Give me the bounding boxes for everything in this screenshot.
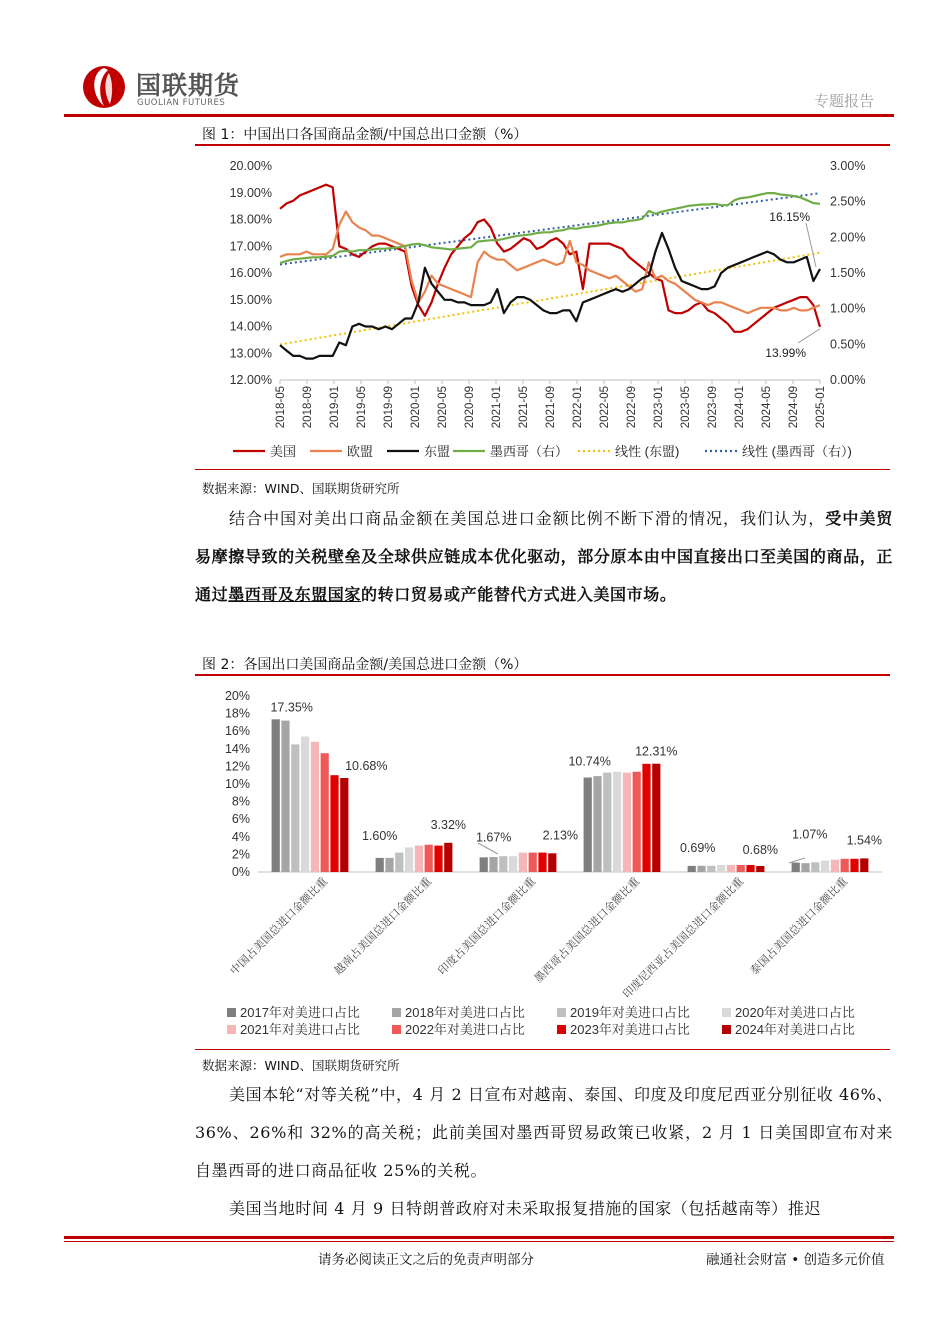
right-axis-tick-label: 2.00% <box>830 230 866 245</box>
annotation-leader-usa <box>798 329 820 343</box>
x-axis-tick-label: 2024-01 <box>734 386 746 429</box>
x-axis-tick-label: 2023-05 <box>680 386 692 429</box>
y-axis-tick-label: 20% <box>224 689 250 703</box>
left-axis-tick-label: 18.00% <box>229 212 272 227</box>
figure1-bottom-rule <box>195 469 890 470</box>
figure2-chart <box>195 678 890 1048</box>
bar-data-label: 0.68% <box>742 843 779 858</box>
x-axis-tick-label: 2021-05 <box>518 386 530 429</box>
report-type-label: 专题报告 <box>814 92 875 110</box>
bar <box>538 853 546 872</box>
bar <box>272 719 280 872</box>
legend-label: 线性 (墨西哥（右）) <box>742 444 852 459</box>
bar-data-label: 12.31% <box>635 744 678 759</box>
figure1-source: 数据来源：WIND、国联期货研究所 <box>202 481 400 496</box>
bar-data-label: 2.13% <box>542 828 579 843</box>
x-axis-tick-label: 2019-09 <box>383 386 395 429</box>
annotation-label-usa: 13.99% <box>765 346 806 360</box>
figure1-chart <box>195 148 890 468</box>
header-rule <box>64 114 894 117</box>
right-axis-tick-label: 1.50% <box>830 266 866 280</box>
annotation-label-asean: 16.15% <box>769 210 810 224</box>
bar <box>707 866 715 872</box>
footer-rule-thick <box>64 1236 894 1239</box>
x-axis-tick-label: 2019-05 <box>356 386 368 429</box>
x-axis-tick-label: 2020-09 <box>464 386 476 429</box>
right-axis-tick-label: 2.50% <box>830 194 866 209</box>
legend-swatch <box>392 1008 401 1017</box>
bar <box>385 858 393 872</box>
bar <box>642 764 650 872</box>
x-axis-tick-label: 2020-05 <box>437 386 449 429</box>
y-axis-tick-label: 4% <box>231 829 250 844</box>
paragraph1-bold-underline: 墨西哥及东盟国家 <box>228 585 362 604</box>
brand-name-en: GUOLIAN FUTURES <box>137 98 226 108</box>
legend-label: 2023年对美进口占比 <box>570 1022 690 1037</box>
category-label: 印度尼西亚占美国总进口金额比重 <box>620 875 747 1001</box>
figure2-bottom-rule <box>195 1049 890 1050</box>
bar <box>860 858 868 872</box>
bar <box>801 863 809 872</box>
category-label: 印度占美国总进口金额比重 <box>436 875 539 978</box>
left-axis-tick-label: 16.00% <box>229 266 272 280</box>
bar <box>821 861 829 872</box>
y-axis-tick-label: 10% <box>224 777 250 791</box>
logo-emblem-icon <box>82 64 127 110</box>
page-header <box>0 0 950 120</box>
bar <box>444 843 452 872</box>
figure2-source: 数据来源：WIND、国联期货研究所 <box>202 1058 400 1073</box>
y-axis-tick-label: 6% <box>231 812 250 827</box>
legend-label: 2018年对美进口占比 <box>405 1005 525 1020</box>
bar <box>756 866 764 872</box>
bar-data-label: 10.74% <box>568 754 611 769</box>
bar <box>548 853 556 872</box>
legend-label: 2017年对美进口占比 <box>240 1005 360 1020</box>
left-axis-tick-label: 14.00% <box>229 319 272 334</box>
footer-rule-thin <box>64 1241 894 1242</box>
bar <box>301 737 309 873</box>
x-axis-tick-label: 2023-09 <box>707 386 719 429</box>
x-axis-tick-label: 2024-09 <box>788 386 800 429</box>
bar <box>727 865 735 872</box>
bar-data-label: 10.68% <box>345 759 388 774</box>
bar-data-label: 3.32% <box>430 817 467 832</box>
bar <box>509 856 517 872</box>
x-axis-tick-label: 2022-05 <box>599 386 611 429</box>
figure2-svg <box>195 678 890 1048</box>
legend-swatch <box>722 1025 731 1034</box>
y-axis-tick-label: 12% <box>224 759 250 774</box>
bar <box>499 856 507 872</box>
left-axis-tick-label: 15.00% <box>229 292 272 307</box>
x-axis-tick-label: 2018-05 <box>275 386 287 429</box>
paragraph1-bold-b: 的转口贸易或产能替代方式进入美国市场。 <box>361 585 677 604</box>
label-leader <box>789 858 805 863</box>
legend-swatch <box>557 1008 566 1017</box>
category-label: 越南占美国总进口金额比重 <box>332 875 435 978</box>
y-axis-tick-label: 14% <box>224 741 250 756</box>
bar-data-label: 1.07% <box>791 827 828 842</box>
y-axis-tick-label: 2% <box>231 847 250 862</box>
right-axis-tick-label: 1.00% <box>830 301 866 316</box>
x-axis-tick-label: 2021-09 <box>545 386 557 429</box>
bar <box>831 860 839 872</box>
y-axis-tick-label: 18% <box>224 706 250 721</box>
category-label: 中国占美国总进口金额比重 <box>228 875 331 978</box>
bar <box>697 866 705 872</box>
x-axis-tick-label: 2018-09 <box>302 386 314 429</box>
bar <box>593 776 601 872</box>
category-label: 墨西哥占美国总进口金额比重 <box>532 875 643 986</box>
legend-swatch <box>227 1008 236 1017</box>
x-axis-tick-label: 2025-01 <box>815 386 827 429</box>
figure2-title: 图 2：各国出口美国商品金额/美国总进口金额（%） <box>202 657 528 673</box>
legend-label: 2020年对美进口占比 <box>735 1005 855 1020</box>
bar <box>792 863 800 872</box>
bar-data-label: 1.67% <box>475 830 512 845</box>
legend-label: 2019年对美进口占比 <box>570 1005 690 1020</box>
bar-data-label: 0.69% <box>679 840 716 855</box>
left-axis-tick-label: 12.00% <box>229 373 272 387</box>
brand-name-cn: 国联期货 <box>136 71 241 100</box>
bar <box>395 853 403 872</box>
legend-label: 东盟 <box>424 444 451 459</box>
left-axis-tick-label: 13.00% <box>229 346 272 361</box>
footer-slogan: 融通社会财富 • 创造多元价值 <box>706 1252 885 1268</box>
footer-disclaimer: 请务必阅读正文之后的免责声明部分 <box>318 1252 534 1268</box>
x-axis-tick-label: 2020-01 <box>410 386 422 429</box>
legend-label: 美国 <box>270 444 297 459</box>
legend-swatch <box>392 1025 401 1034</box>
bar <box>652 764 660 872</box>
company-logo <box>82 64 127 110</box>
figure1-title: 图 1：中国出口各国商品金额/中国总出口金额（%） <box>202 127 528 143</box>
bar <box>688 866 696 872</box>
figure2-title-rule <box>195 674 890 676</box>
bar-data-label: 1.60% <box>361 828 398 843</box>
bar <box>623 773 631 872</box>
x-axis-tick-label: 2019-01 <box>329 386 341 429</box>
legend-label: 2022年对美进口占比 <box>405 1022 525 1037</box>
bar <box>405 847 413 872</box>
bar <box>841 859 849 872</box>
right-axis-tick-label: 0.50% <box>830 337 866 352</box>
legend-label: 欧盟 <box>347 444 374 459</box>
bar <box>489 857 497 872</box>
bar <box>746 865 754 872</box>
legend-swatch <box>227 1025 236 1034</box>
label-leader <box>478 843 498 854</box>
bar <box>415 846 423 872</box>
bar <box>340 778 348 872</box>
legend-swatch <box>722 1008 731 1017</box>
body-paragraph-2: 美国本轮“对等关税”中，4 月 2 日宣布对越南、泰国、印度及印度尼西亚分别征收 46%、36%、26%和 32%的高关税；此前美国对墨西哥贸易政策已收紧，2 月 1 日美国即宣布对来自墨西哥的进口商品征收 25%的关税。 <box>195 1085 893 1180</box>
series-line-asean <box>280 233 820 359</box>
bar <box>717 865 725 872</box>
paragraph1-bold-a: 受中美贸易摩擦导致的关税壁垒及全球供应链成本优化驱动，部分原本由中国直接出口至美国的商品，正通过 <box>195 509 893 604</box>
bar <box>613 772 621 872</box>
x-axis-tick-label: 2024-05 <box>761 386 773 429</box>
bar <box>281 721 289 872</box>
y-axis-tick-label: 8% <box>231 794 250 809</box>
bar-data-label: 1.54% <box>846 833 883 848</box>
x-axis-tick-label: 2023-01 <box>653 386 665 429</box>
category-label: 泰国占美国总进口金额比重 <box>748 875 851 978</box>
bar <box>321 753 329 872</box>
bar <box>311 742 319 872</box>
bar <box>737 865 745 872</box>
x-axis-tick-label: 2021-01 <box>491 386 503 429</box>
figure1-title-rule <box>195 144 890 146</box>
y-axis-tick-label: 16% <box>224 724 250 739</box>
legend-swatch <box>557 1025 566 1034</box>
y-axis-tick-label: 0% <box>231 865 250 879</box>
bar <box>330 775 338 872</box>
bar <box>376 858 384 872</box>
x-axis-tick-label: 2022-01 <box>572 386 584 429</box>
bar <box>425 845 433 872</box>
bar <box>529 853 537 872</box>
paragraph1-text-a: 结合中国对美出口商品金额在美国总进口金额比例不断下滑的情况，我们认为， <box>229 509 826 528</box>
figure1-svg <box>195 148 890 468</box>
legend-label: 线性 (东盟) <box>615 444 680 459</box>
left-axis-tick-label: 20.00% <box>229 159 272 173</box>
right-axis-tick-label: 3.00% <box>830 159 866 173</box>
legend-label: 墨西哥（右） <box>490 444 569 459</box>
left-axis-tick-label: 17.00% <box>229 239 272 254</box>
bar <box>633 772 641 872</box>
body-paragraph-3: 美国当地时间 4 月 9 日特朗普政府对未采取报复措施的国家（包括越南等）推迟 <box>229 1199 822 1218</box>
left-axis-tick-label: 19.00% <box>229 185 272 200</box>
body-paragraph-1 <box>195 500 893 614</box>
bar <box>603 773 611 872</box>
bar <box>291 744 299 872</box>
bar <box>480 857 488 872</box>
bar <box>434 846 442 872</box>
legend-label: 2024年对美进口占比 <box>735 1022 855 1037</box>
x-axis-tick-label: 2022-09 <box>626 386 638 429</box>
right-axis-tick-label: 0.00% <box>830 373 866 387</box>
legend-label: 2021年对美进口占比 <box>240 1022 360 1037</box>
bar <box>584 778 592 873</box>
bar <box>850 859 858 872</box>
bar <box>519 853 527 872</box>
bar-data-label: 17.35% <box>270 700 313 715</box>
bar <box>811 862 819 872</box>
